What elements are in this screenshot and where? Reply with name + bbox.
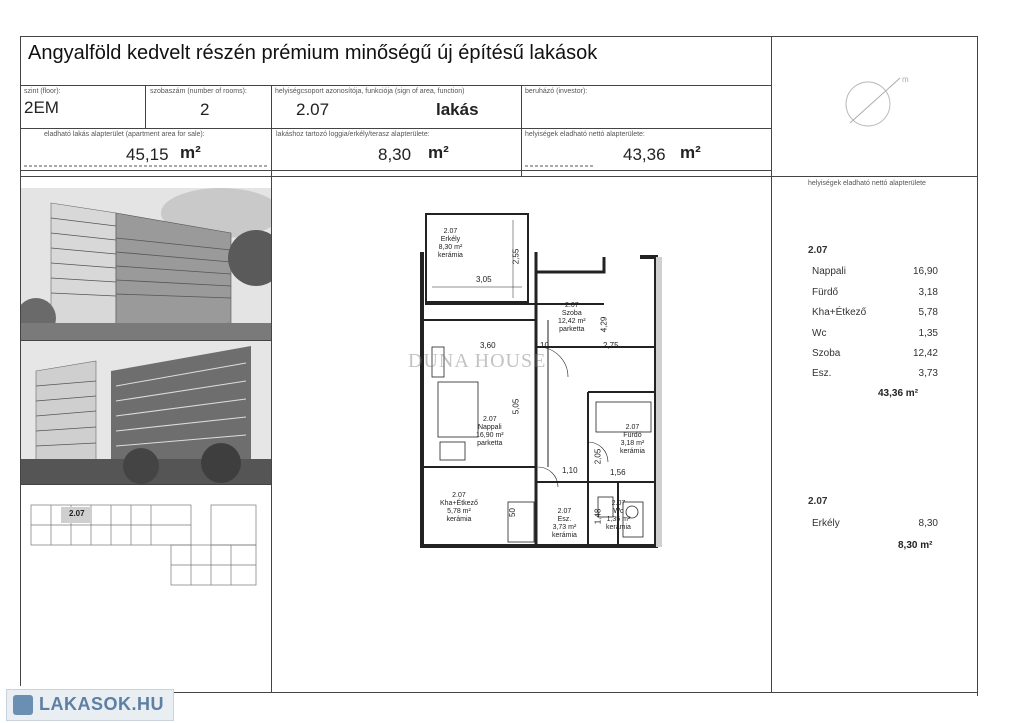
lakasok-logo[interactable] (6, 689, 174, 721)
dim-305: 3,05 (476, 275, 492, 284)
rooms-label: szobaszám (number of rooms): (150, 88, 247, 95)
area-label: eladható lakás alapterület (apartment area for sale): (44, 131, 205, 138)
legend-room-value: 1,35 (918, 328, 938, 339)
room-label-nappali: 2.07 Nappali 16,90 m² parketta (476, 416, 504, 447)
dim-205: 2,05 (593, 448, 603, 465)
legend-room-value: 5,78 (918, 307, 938, 318)
legend-room-name: Szoba (812, 348, 841, 359)
net-unit: m² (680, 143, 701, 162)
fine-print-right (525, 165, 595, 167)
legend-group2-total: 8,30 m² (898, 540, 933, 551)
loggia-value: 8,30 (378, 145, 412, 164)
sign-value: 2.07 (296, 100, 330, 119)
vertical-main (771, 36, 772, 692)
room-label-szoba: 2.07 Szoba 12,42 m² parketta (558, 302, 586, 333)
legend-room-value: 3,18 (918, 287, 938, 298)
row3-divider (20, 170, 772, 171)
dim-10: 10 (540, 341, 549, 350)
dim-255: 2,55 (511, 248, 521, 265)
area-unit: m² (180, 143, 201, 162)
legend-room-name: Nappali (812, 266, 846, 277)
room-label-furdo: 2.07 Fürdő 3,18 m² kerámia (620, 424, 645, 455)
legend-balcony-name: Erkély (812, 518, 840, 529)
floor-plan (408, 212, 662, 548)
site-plan-unit-label: 2.07 (69, 509, 85, 518)
legend-group1-id: 2.07 (808, 245, 828, 256)
header-divider (20, 85, 772, 86)
dim-275: 2,75 (603, 341, 619, 350)
loggia-unit: m² (428, 143, 449, 162)
dim-156: 1,56 (610, 468, 626, 477)
legend-header: helyiségek eladható nettó alapterülete (808, 180, 926, 187)
house-icon (13, 695, 33, 715)
dim-50: 50 (507, 508, 517, 517)
net-label: helyiségek eladható nettó alapterülete: (525, 131, 645, 138)
area-value: 45,15 (126, 145, 169, 164)
legend-room-name: Esz. (812, 368, 832, 379)
function-value: lakás (436, 100, 479, 119)
col-b (271, 86, 272, 692)
room-label-esz: 2.07 Esz. 3,73 m² kerámia (552, 508, 577, 539)
watermark-text: DUNA HOUSE (408, 350, 547, 372)
legend-group2-id: 2.07 (808, 496, 828, 507)
legend-room-name: Fürdő (812, 287, 839, 298)
dim-429: 4,29 (599, 316, 609, 333)
loggia-label: lakáshoz tartozó loggia/erkély/terasz alapterülete: (276, 131, 430, 138)
row4-divider (20, 176, 978, 177)
legend-balcony-value: 8,30 (918, 518, 938, 529)
dim-148: 1,48 (593, 508, 603, 525)
row2-divider (20, 128, 772, 129)
page-title: Angyalföld kedvelt részén prémium minőségű új építésű lakások (28, 42, 598, 64)
dim-110: 1,10 (562, 466, 578, 475)
room-label-wc: 2.07 Wc 1,35 m² kerámia (606, 500, 631, 531)
building-render-image-1 (21, 188, 271, 340)
sign-label: helyiségcsoport azonosítója, funkciója (sign of area, function) (275, 88, 465, 95)
building-render-image-2 (21, 341, 271, 484)
col-c (521, 86, 522, 176)
legend-room-value: 3,73 (918, 368, 938, 379)
legend-group1-total: 43,36 m² (878, 388, 919, 399)
rooms-value: 2 (200, 100, 210, 119)
site-plan-image (21, 485, 271, 605)
dim-505: 5,05 (511, 398, 521, 415)
legend-room-value: 12,42 (912, 348, 938, 359)
svg-text:m: m (902, 75, 909, 84)
floor-value: 2EM (24, 98, 59, 117)
investor-label: beruházó (investor): (525, 88, 588, 95)
room-label-kha: 2.07 Kha+Étkező 5,78 m² kerámia (440, 492, 478, 523)
logo-text: LAKASOK.HU (39, 694, 164, 714)
floor-label: szint (floor): (24, 88, 61, 95)
frame-top (20, 36, 978, 37)
north-arrow-icon (840, 68, 930, 138)
col-a (145, 86, 146, 128)
frame-right (977, 36, 978, 696)
legend-room-value: 16,90 (912, 266, 938, 277)
room-label-erkely: 2.07 Erkély 8,30 m² kerámia (438, 228, 463, 259)
fine-print-left (24, 165, 268, 167)
net-value: 43,36 (623, 145, 666, 164)
legend-room-name: Wc (812, 328, 827, 339)
dim-360: 3,60 (480, 341, 496, 350)
legend-room-name: Kha+Étkező (812, 307, 867, 318)
